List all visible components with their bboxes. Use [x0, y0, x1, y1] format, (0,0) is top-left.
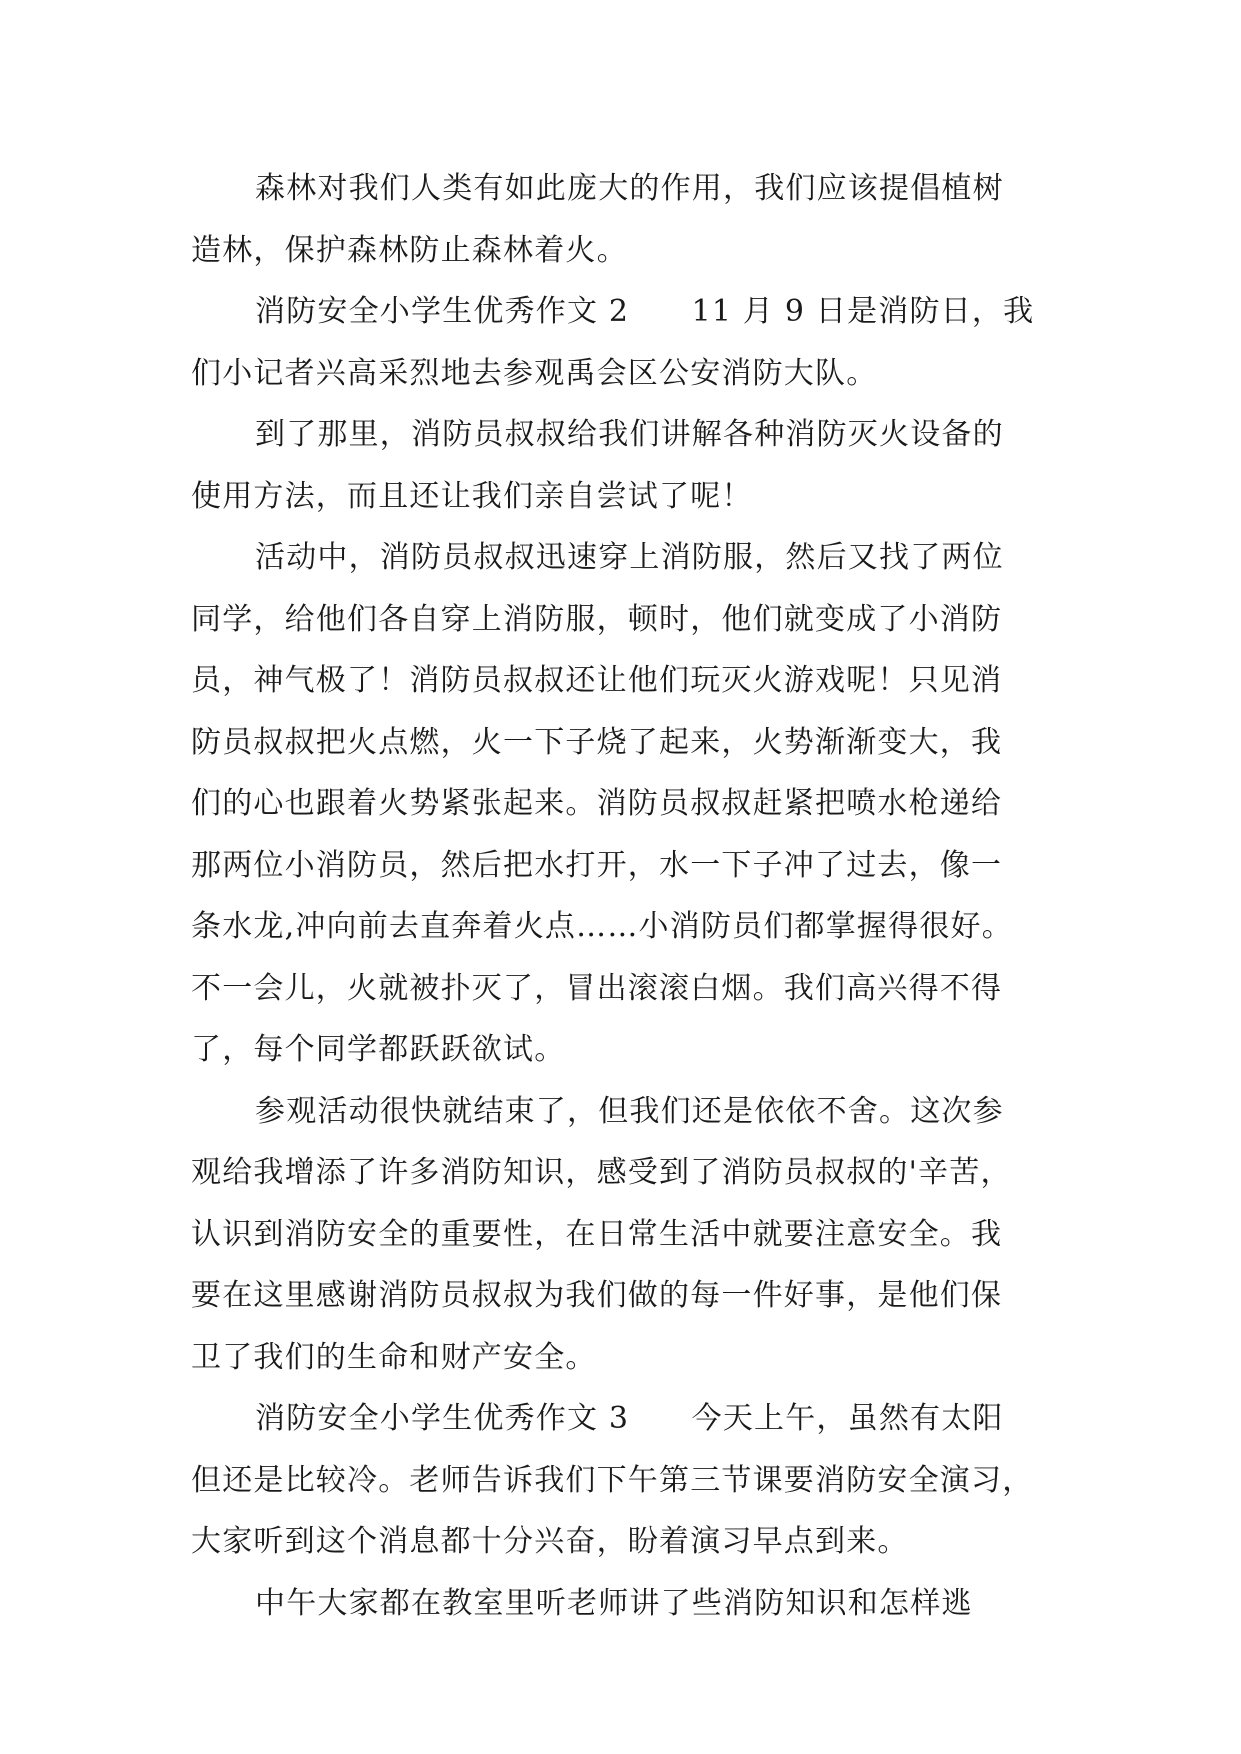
text-line: 造林，保护森林防止森林着火。	[191, 232, 628, 268]
essay-heading-line: 消防安全小学生优秀作文 3 今天上午，虽然有太阳	[255, 1401, 1004, 1436]
text-line: 使用方法，而且还让我们亲自尝试了呢！	[191, 478, 753, 514]
essay-body	[191, 158, 1071, 1634]
text-line: 森林对我们人类有如此庞大的作用，我们应该提倡植树	[255, 171, 1004, 206]
text-line: 们小记者兴高采烈地去参观禹会区公安消防大队。	[191, 355, 878, 391]
text-line: 那两位小消防员，然后把水打开，水一下子冲了过去，像一	[191, 847, 1003, 883]
text-line: 员，神气极了！消防员叔叔还让他们玩灭火游戏呢！只见消	[191, 663, 1003, 698]
text-line: 同学，给他们各自穿上消防服，顿时，他们就变成了小消防	[191, 601, 1003, 637]
text-line: 到了那里，消防员叔叔给我们讲解各种消防灭火设备的	[255, 417, 1004, 452]
text-line: 们的心也跟着火势紧张起来。消防员叔叔赶紧把喷水枪递给	[191, 786, 1003, 821]
text-line: 要在这里感谢消防员叔叔为我们做的每一件好事，是他们保	[191, 1278, 1003, 1313]
text-line: 大家听到这个消息都十分兴奋，盼着演习早点到来。	[191, 1524, 909, 1559]
text-line: 防员叔叔把火点燃，火一下子烧了起来，火势渐渐变大，我	[191, 724, 1003, 760]
text-line: 活动中，消防员叔叔迅速穿上消防服，然后又找了两位	[255, 540, 1004, 575]
text-line: 不一会儿，火就被扑灭了，冒出滚滚白烟。我们高兴得不得	[191, 970, 1003, 1006]
text-line: 但还是比较冷。老师告诉我们下午第三节课要消防安全演习，	[191, 1462, 1034, 1498]
text-line: 了，每个同学都跃跃欲试。	[191, 1032, 566, 1067]
text-line: 中午大家都在教室里听老师讲了些消防知识和怎样逃	[255, 1585, 973, 1621]
essay-heading-line: 消防安全小学生优秀作文 2 11 月 9 日是消防日，我	[255, 294, 1035, 329]
text-line: 观给我增添了许多消防知识，感受到了消防员叔叔的'辛苦，	[191, 1155, 1012, 1190]
text-line: 条水龙,冲向前去直奔着火点……小消防员们都掌握得很好。	[191, 909, 1013, 944]
text-line: 卫了我们的生命和财产安全。	[191, 1339, 597, 1375]
text-line: 认识到消防安全的重要性，在日常生活中就要注意安全。我	[191, 1216, 1003, 1252]
text-line: 参观活动很快就结束了，但我们还是依依不舍。这次参	[255, 1093, 1004, 1129]
